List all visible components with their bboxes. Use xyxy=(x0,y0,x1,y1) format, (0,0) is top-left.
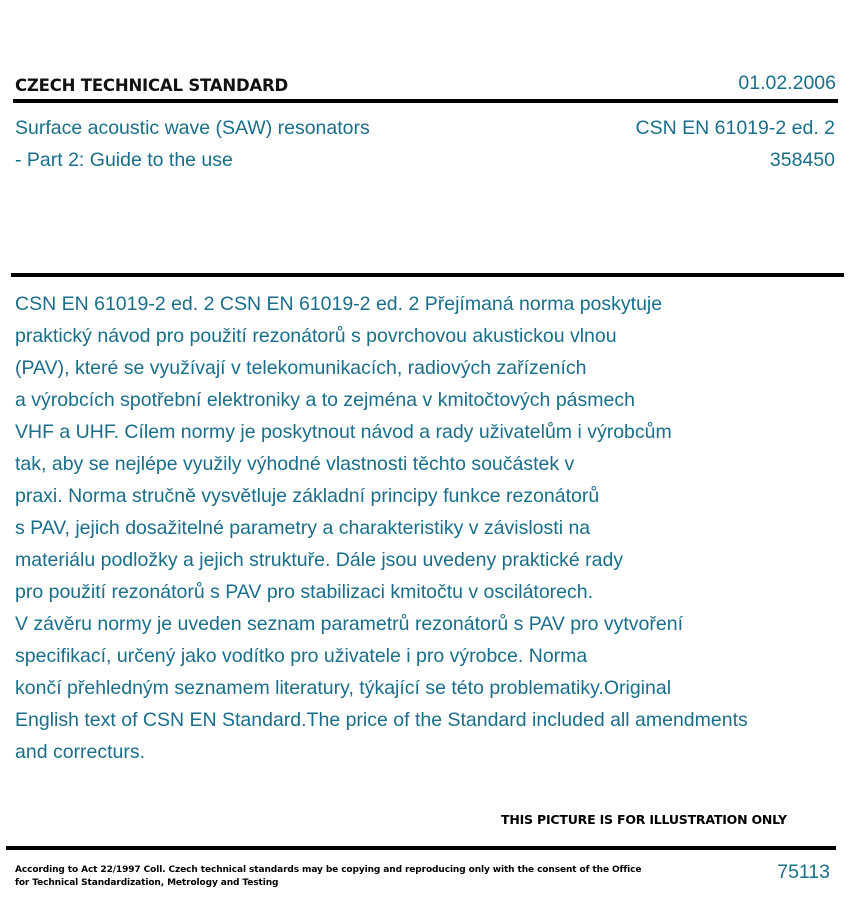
catalog-number: 358450 xyxy=(769,149,835,171)
illustration-note: THIS PICTURE IS FOR ILLUSTRATION ONLY xyxy=(501,812,787,827)
description-line: English text of CSN EN Standard.The price of the Standard included all amendments xyxy=(15,709,748,731)
description-line: materiálu podložky a jejich struktuře. Dále jsou uvedeny praktické rady xyxy=(15,549,624,571)
description-line: končí přehledným seznamem literatury, týkající se této problematiky.Original xyxy=(15,677,672,699)
standard-title-line-1: Surface acoustic wave (SAW) resonators xyxy=(15,117,370,139)
document-type-label: CZECH TECHNICAL STANDARD xyxy=(15,76,289,95)
standard-id: CSN EN 61019-2 ed. 2 xyxy=(635,117,835,139)
standard-description xyxy=(15,288,845,768)
header-divider xyxy=(13,99,838,103)
document-code: 75113 xyxy=(777,861,830,883)
description-line: a výrobcích spotřební elektroniky a to zejména v kmitočtových pásmech xyxy=(15,389,635,411)
title-divider xyxy=(11,273,844,277)
description-line: praktický návod pro použití rezonátorů s povrchovou akustickou vlnou xyxy=(15,325,617,347)
description-line: specifikací, určený jako vodítko pro uživatele i pro výrobce. Norma xyxy=(15,645,588,667)
legal-notice-line-2: for Technical Standardization, Metrology and Testing xyxy=(15,878,279,888)
description-line: CSN EN 61019-2 ed. 2 CSN EN 61019-2 ed. 2 Přejímaná norma poskytuje xyxy=(15,293,663,315)
description-line: s PAV, jejich dosažitelné parametry a charakteristiky v závislosti na xyxy=(15,517,591,539)
legal-notice-line-1: According to Act 22/1997 Coll. Czech technical standards may be copying and reproducing only with the consent of the Office xyxy=(15,865,642,875)
description-line: praxi. Norma stručně vysvětluje základní principy funkce rezonátorů xyxy=(15,485,600,507)
standard-title-line-2: - Part 2: Guide to the use xyxy=(15,149,233,171)
description-line: V závěru normy je uveden seznam parametrů rezonátorů s PAV pro vytvoření xyxy=(15,613,684,635)
description-line: tak, aby se nejlépe využily výhodné vlastnosti těchto součástek v xyxy=(15,453,575,475)
description-line: (PAV), které se využívají v telekomunikacích, radiových zařízeních xyxy=(15,357,587,379)
description-line: and correcturs. xyxy=(15,741,146,763)
description-line: pro použití rezonátorů s PAV pro stabilizaci kmitočtu v oscilátorech. xyxy=(15,581,594,603)
legal-notice xyxy=(15,864,641,890)
description-line: VHF a UHF. Cílem normy je poskytnout návod a rady uživatelům i výrobcům xyxy=(15,421,672,443)
footer-divider xyxy=(6,846,836,850)
publication-date: 01.02.2006 xyxy=(738,72,836,94)
